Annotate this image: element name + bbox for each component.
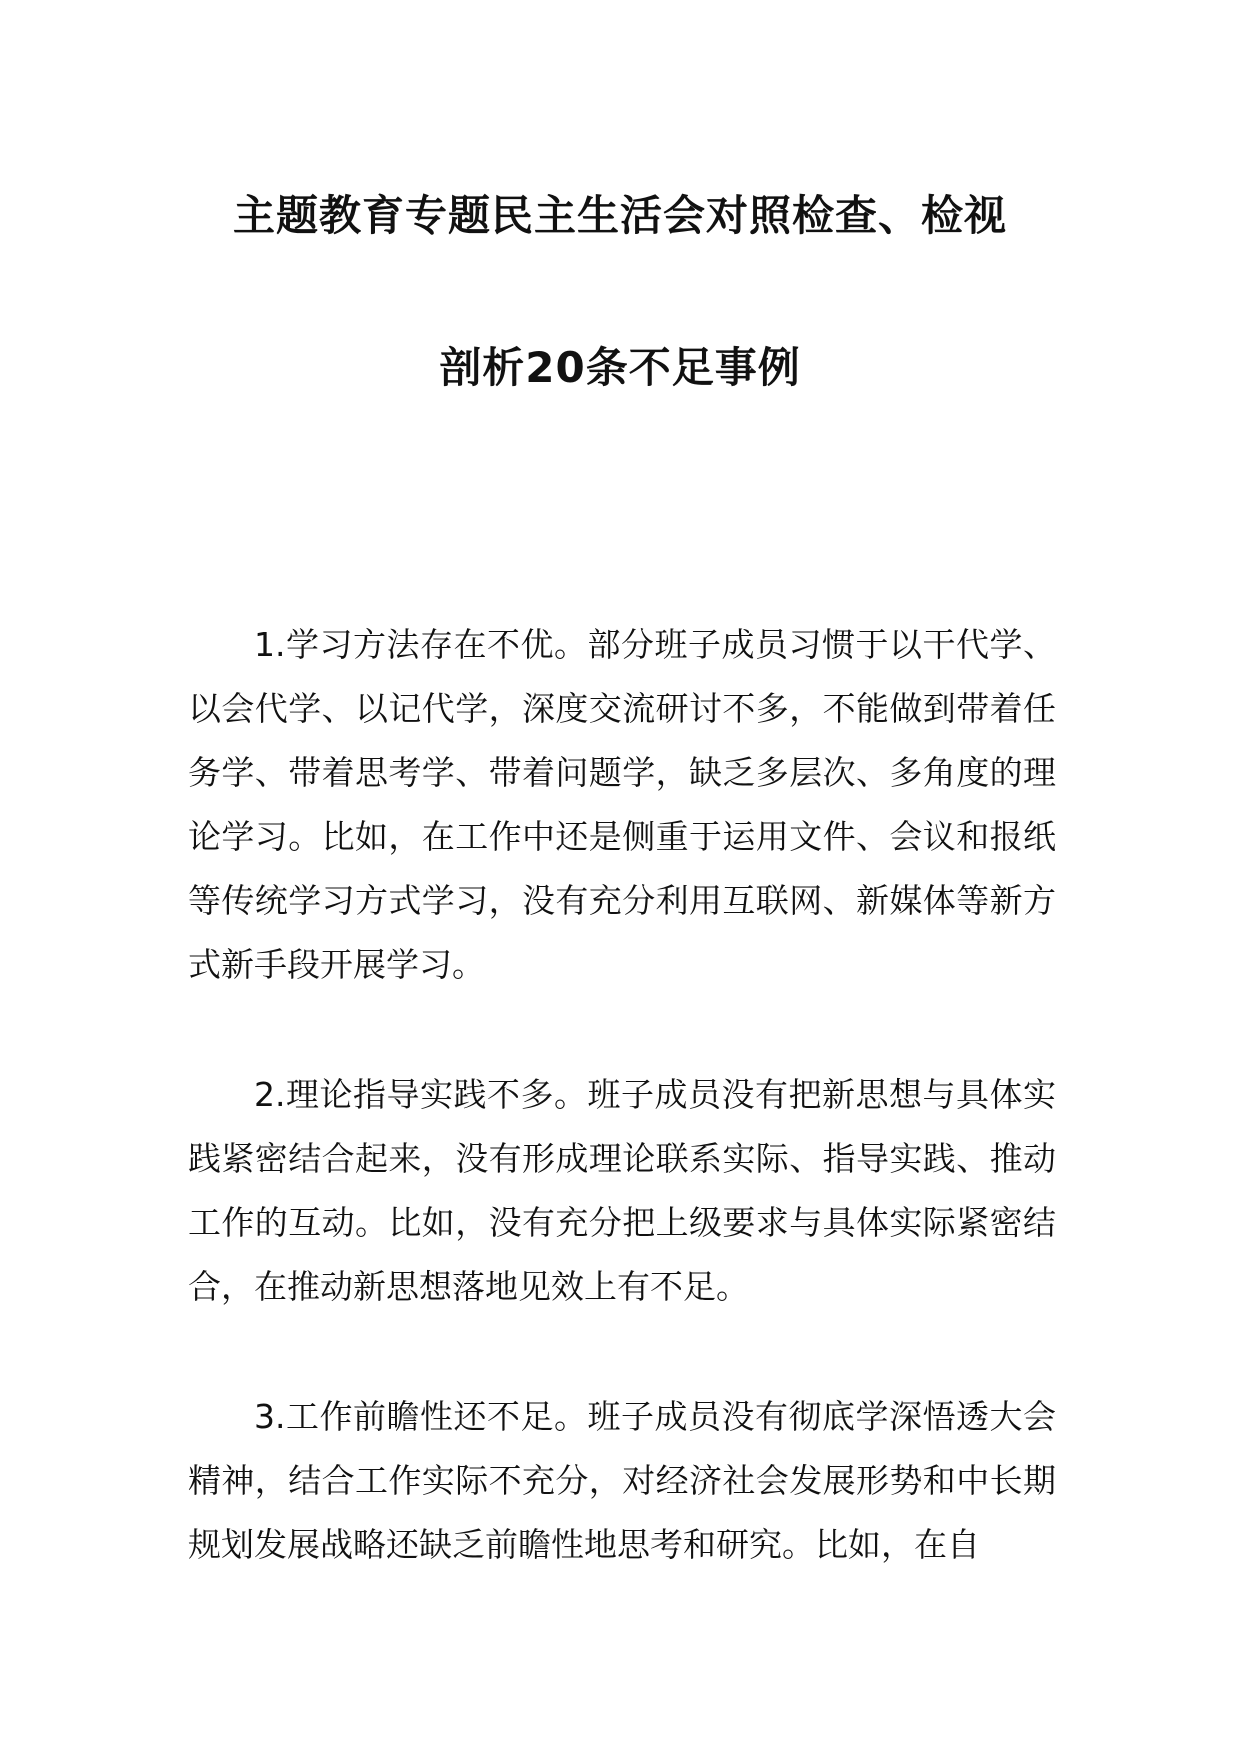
document-title [170, 190, 1070, 394]
title-line-1: 主题教育专题民主生活会对照检查、检视 [232, 191, 1007, 240]
paragraph-2: 2.理论指导实践不多。班子成员没有把新思想与具体实践紧密结合起来，没有形成理论联系实际、指导实践、推动工作的互动。比如，没有充分把上级要求与具体实际紧密结合，在推动新思想落地见效上有不足。 [188, 1075, 1056, 1306]
title-line-2: 剖析20条不足事例 [439, 343, 801, 392]
paragraph-3: 3.工作前瞻性还不足。班子成员没有彻底学深悟透大会精神，结合工作实际不充分，对经济社会发展形势和中长期规划发展战略还缺乏前瞻性地思考和研究。比如，在自 [188, 1397, 1056, 1564]
document-body [188, 613, 1056, 1577]
paragraph-1: 1.学习方法存在不优。部分班子成员习惯于以干代学、以会代学、以记代学，深度交流研讨不多，不能做到带着任务学、带着思考学、带着问题学，缺乏多层次、多角度的理论学习。比如，在工作中还是侧重于运用文件、会议和报纸等传统学习方式学习，没有充分利用互联网、新媒体等新方式新手段开展学习。 [188, 625, 1056, 984]
